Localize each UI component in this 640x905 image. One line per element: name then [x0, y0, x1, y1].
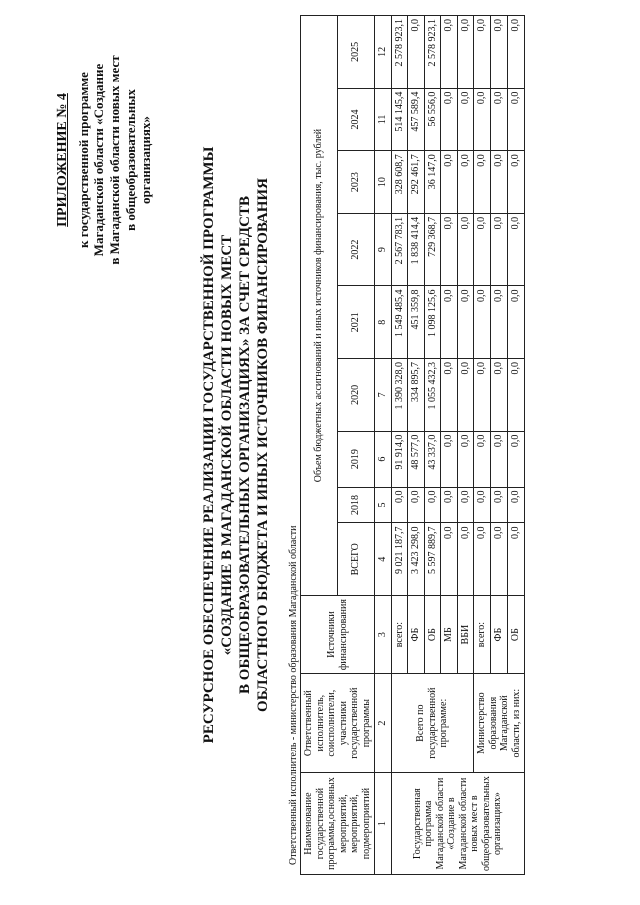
value-cell: 0,0 — [474, 16, 491, 89]
source-cell: ФБ — [491, 596, 508, 674]
value-cell: 0,0 — [457, 431, 474, 487]
value-cell: 5 597 889,7 — [424, 523, 441, 596]
value-cell: 9 021 187,7 — [391, 523, 408, 596]
column-number-row — [375, 16, 392, 875]
value-cell: 0,0 — [441, 16, 458, 89]
value-cell: 0,0 — [457, 213, 474, 286]
column-number: 3 — [375, 596, 392, 674]
value-cell: 43 337,0 — [424, 431, 441, 487]
appendix-line: организациях» — [138, 116, 154, 204]
value-cell: 0,0 — [457, 286, 474, 359]
value-cell: 0,0 — [441, 431, 458, 487]
value-cell: 3 423 298,0 — [408, 523, 425, 596]
value-cell: 0,0 — [441, 88, 458, 151]
value-cell: 0,0 — [491, 286, 508, 359]
value-cell: 328 608,7 — [391, 151, 408, 214]
appendix-line: в общеобразовательных — [122, 89, 138, 231]
value-cell: 0,0 — [441, 523, 458, 596]
title-line: «СОЗДАНИЕ В МАГАДАНСКОЙ ОБЛАСТИ НОВЫХ МЕСТ — [219, 234, 235, 656]
header-name: Наименование государственной программы,основных мероприятий, мероприятий, подмероприятий — [301, 773, 375, 875]
value-cell: 0,0 — [508, 359, 525, 432]
header-total: ВСЕГО — [338, 523, 375, 596]
header-year: 2019 — [338, 431, 375, 487]
title-line: В ОБЩЕОБРАЗОВАТЕЛЬНЫХ ОРГАНИЗАЦИЯХ» ЗА СЧЕТ СРЕДСТВ — [237, 196, 253, 694]
appendix-header — [55, 15, 154, 305]
value-cell: 0,0 — [474, 523, 491, 596]
value-cell: 1 390 328,0 — [391, 359, 408, 432]
header-year: 2023 — [338, 151, 375, 214]
value-cell: 0,0 — [508, 523, 525, 596]
value-cell: 0,0 — [508, 286, 525, 359]
value-cell: 0,0 — [408, 487, 425, 523]
value-cell: 0,0 — [491, 487, 508, 523]
value-cell: 2 578 923,1 — [424, 16, 441, 89]
value-cell: 0,0 — [491, 359, 508, 432]
header-year: 2024 — [338, 88, 375, 151]
value-cell: 56 556,0 — [424, 88, 441, 151]
column-number: 10 — [375, 151, 392, 214]
column-number: 1 — [375, 773, 392, 875]
value-cell: 0,0 — [474, 151, 491, 214]
value-cell: 1 055 432,3 — [424, 359, 441, 432]
value-cell: 48 577,0 — [408, 431, 425, 487]
header-year: 2025 — [338, 16, 375, 89]
header-volume: Объем бюджетных ассигнований и иных источников финансирования, тыс. рублей — [301, 16, 338, 596]
value-cell: 0,0 — [474, 88, 491, 151]
column-number: 11 — [375, 88, 392, 151]
title-line: ОБЛАСТНОГО БЮДЖЕТА И ИНЫХ ИСТОЧНИКОВ ФИНАНСИРОВАНИЯ — [255, 178, 271, 712]
value-cell: 0,0 — [457, 487, 474, 523]
document-title — [200, 105, 272, 785]
value-cell: 0,0 — [441, 213, 458, 286]
column-number: 2 — [375, 674, 392, 773]
value-cell: 457 589,4 — [408, 88, 425, 151]
value-cell: 0,0 — [508, 487, 525, 523]
value-cell: 0,0 — [474, 359, 491, 432]
value-cell: 514 145,4 — [391, 88, 408, 151]
value-cell: 0,0 — [491, 16, 508, 89]
value-cell: 0,0 — [474, 487, 491, 523]
column-number: 4 — [375, 523, 392, 596]
column-number: 6 — [375, 431, 392, 487]
value-cell: 0,0 — [424, 487, 441, 523]
group-total-label: Всего по государственной программе: — [391, 674, 474, 773]
value-cell: 1 838 414,4 — [408, 213, 425, 286]
column-number: 5 — [375, 487, 392, 523]
value-cell: 0,0 — [508, 151, 525, 214]
table-row — [391, 16, 408, 875]
value-cell: 91 914,0 — [391, 431, 408, 487]
source-cell: ОБ — [508, 596, 525, 674]
value-cell: 334 895,7 — [408, 359, 425, 432]
value-cell: 36 147,0 — [424, 151, 441, 214]
source-cell: ВБИ — [457, 596, 474, 674]
value-cell: 0,0 — [441, 286, 458, 359]
financing-table — [300, 15, 525, 875]
value-cell: 0,0 — [441, 151, 458, 214]
value-cell: 0,0 — [474, 213, 491, 286]
table-row — [474, 16, 491, 875]
appendix-line: в Магаданской области новых мест — [106, 55, 122, 265]
value-cell: 0,0 — [474, 431, 491, 487]
value-cell: 0,0 — [408, 16, 425, 89]
column-number: 7 — [375, 359, 392, 432]
value-cell: 0,0 — [491, 151, 508, 214]
value-cell: 0,0 — [391, 487, 408, 523]
column-number: 12 — [375, 16, 392, 89]
value-cell: 0,0 — [457, 151, 474, 214]
value-cell: 0,0 — [491, 523, 508, 596]
value-cell: 0,0 — [457, 523, 474, 596]
column-number: 8 — [375, 286, 392, 359]
value-cell: 0,0 — [441, 359, 458, 432]
value-cell: 451 359,8 — [408, 286, 425, 359]
source-cell: всего: — [391, 596, 408, 674]
source-cell: ОБ — [424, 596, 441, 674]
value-cell: 0,0 — [457, 16, 474, 89]
ministry-label: Министерство образования Магаданской области, из них: — [474, 674, 525, 773]
source-cell: МБ — [441, 596, 458, 674]
value-cell: 292 461,7 — [408, 151, 425, 214]
value-cell: 1 098 125,6 — [424, 286, 441, 359]
header-sources: Источники финансирования — [301, 596, 375, 674]
value-cell: 0,0 — [508, 213, 525, 286]
header-year: 2022 — [338, 213, 375, 286]
source-cell: всего: — [474, 596, 491, 674]
value-cell: 0,0 — [474, 286, 491, 359]
value-cell: 2 578 923,1 — [391, 16, 408, 89]
value-cell: 0,0 — [491, 431, 508, 487]
title-line: РЕСУРСНОЕ ОБЕСПЕЧЕНИЕ РЕАЛИЗАЦИИ ГОСУДАРСТВЕННОЙ ПРОГРАММЫ — [201, 146, 217, 744]
value-cell: 0,0 — [508, 88, 525, 151]
header-year: 2018 — [338, 487, 375, 523]
header-year: 2020 — [338, 359, 375, 432]
value-cell: 0,0 — [491, 213, 508, 286]
header-year: 2021 — [338, 286, 375, 359]
value-cell: 0,0 — [441, 487, 458, 523]
value-cell: 1 549 485,4 — [391, 286, 408, 359]
value-cell: 0,0 — [457, 88, 474, 151]
value-cell: 729 368,7 — [424, 213, 441, 286]
source-cell: ФБ — [408, 596, 425, 674]
program-name-cell: Государственная программа Магаданской области «Создание в Магаданской области новых мест в общеобразовательных организациях» — [391, 773, 525, 875]
appendix-line: к государственной программе — [75, 72, 91, 248]
value-cell: 0,0 — [508, 16, 525, 89]
value-cell: 0,0 — [508, 431, 525, 487]
appendix-line: Магаданской области «Создание — [91, 63, 107, 257]
column-number: 9 — [375, 213, 392, 286]
responsible-executor-note: Ответственный исполнитель - министерство образования Магаданской области — [288, 525, 299, 865]
appendix-title: ПРИЛОЖЕНИЕ № 4 — [55, 93, 70, 227]
value-cell: 0,0 — [457, 359, 474, 432]
value-cell: 2 567 783,1 — [391, 213, 408, 286]
header-responsible: Ответственный исполнитель, соисполнители, участники государственной программы — [301, 674, 375, 773]
value-cell: 0,0 — [491, 88, 508, 151]
